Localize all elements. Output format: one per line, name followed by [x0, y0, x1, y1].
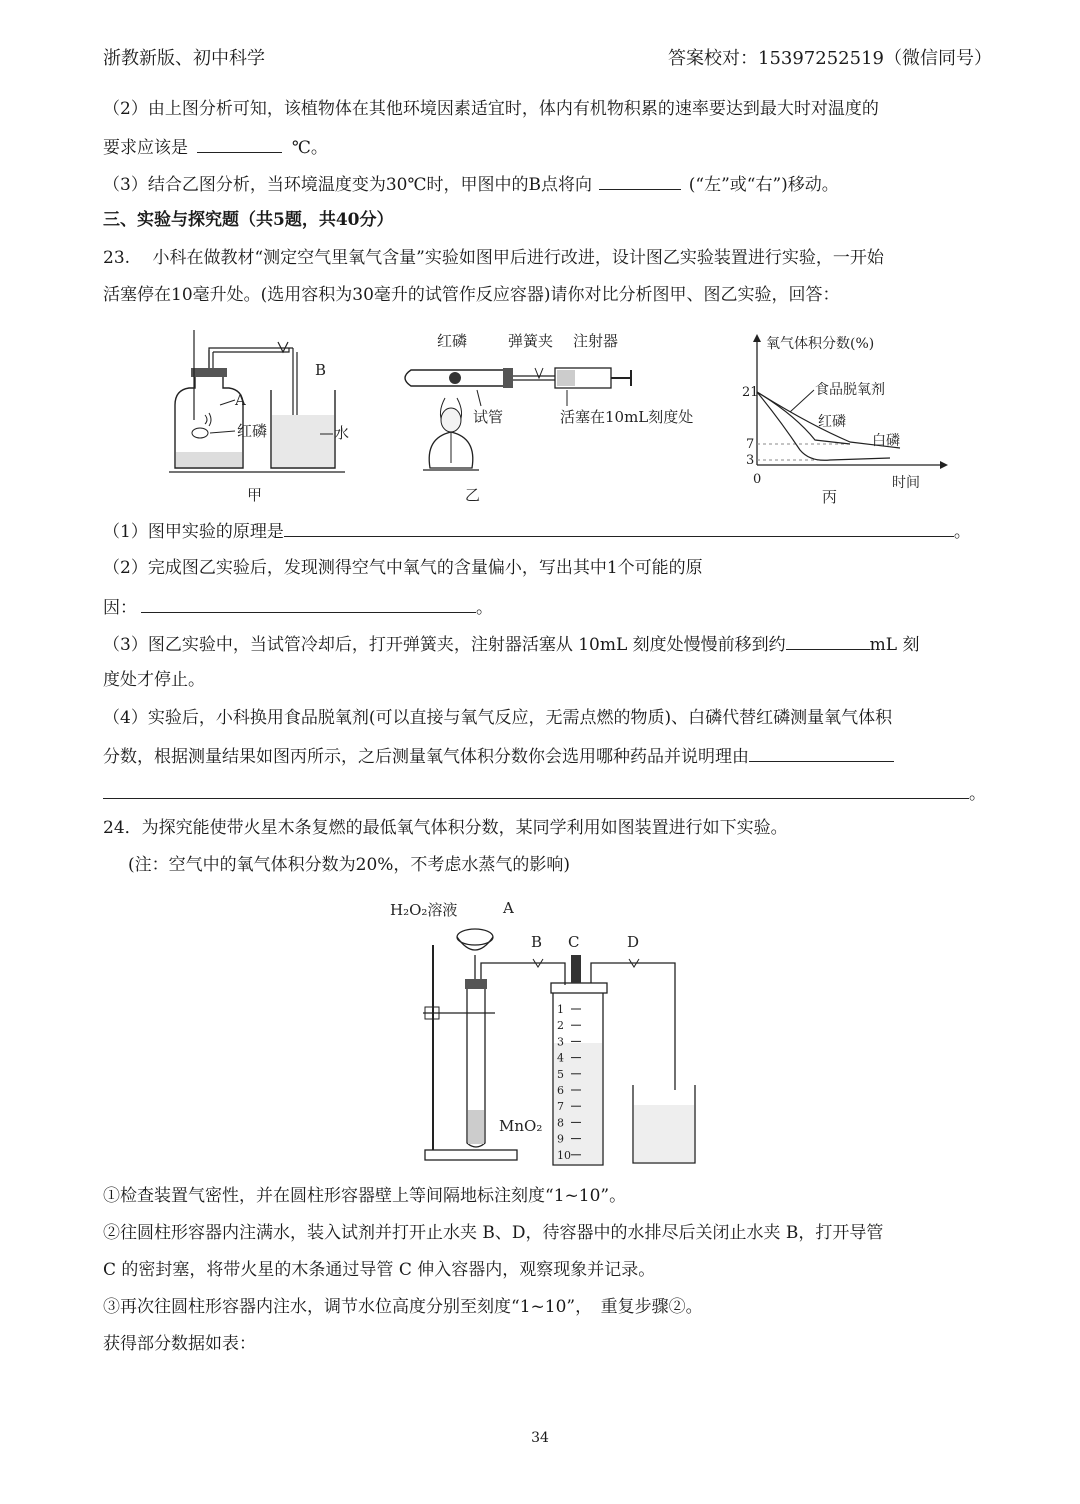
figure-q24-apparatus	[385, 895, 705, 1170]
fig-jia-label-water: 水	[333, 424, 349, 442]
q22-part3-text: （3）结合乙图分析，当环境温度变为30℃时，甲图中的B点将向	[103, 175, 592, 195]
header-right: 答案校对：15397252519（微信同号）	[668, 48, 992, 69]
q23-answer-blank-4a[interactable]	[749, 743, 894, 762]
fig-jia-label-p: 红磷	[237, 422, 268, 440]
fig-jia-caption: 甲	[247, 486, 263, 504]
fig-bing-s3: 白磷	[872, 433, 900, 449]
q22-answer-blank-temp[interactable]	[197, 134, 282, 153]
q24-table-intro: 获得部分数据如表：	[103, 1334, 256, 1354]
fig-yi-label-tube: 试管	[473, 408, 504, 426]
q23-sub3-line2: 度处才停止。	[103, 670, 205, 690]
scale-mark-10: 10	[557, 1148, 571, 1162]
scale-mark-3: 3	[557, 1035, 564, 1049]
scale-mark-7: 7	[557, 1100, 564, 1114]
scale-mark-1: 1	[557, 1003, 564, 1016]
q23-sub2-end: 。	[476, 598, 493, 618]
fig-q24-h2o2: H₂O₂溶液	[390, 901, 458, 919]
q23-intro-line2: 活塞停在10毫升处。(选用容积为30毫升的试管作反应容器)请你对比分析图甲、图乙实验，回答：	[103, 285, 840, 305]
fig-bing-ylabel: 氧气体积分数(%)	[766, 336, 875, 352]
scale-mark-5: 5	[557, 1067, 564, 1081]
scale-mark-4: 4	[557, 1051, 564, 1065]
fig-yi-label-p: 红磷	[437, 332, 468, 350]
scale-mark-6: 6	[557, 1084, 564, 1097]
fig-bing-y7: 7	[746, 437, 755, 452]
q23-sub4-line2	[103, 743, 894, 769]
q23-sub1	[103, 518, 971, 544]
q23-answer-blank-4b[interactable]	[103, 780, 969, 799]
fig-bing-s1: 食品脱氧剂	[815, 382, 885, 398]
q23-sub2-text: 因：	[103, 598, 137, 618]
fig-yi-label-clip: 弹簧夹	[508, 332, 554, 350]
header-left: 浙教新版、初中科学	[103, 48, 265, 69]
q23-sub2-line1: （2）完成图乙实验后，发现测得空气中氧气的含量偏小，写出其中1个可能的原	[103, 558, 703, 578]
q22-part2-unit: ℃。	[291, 138, 328, 158]
fig-q24-mno2: MnO₂	[499, 1117, 543, 1135]
q23-sub4-end: 。	[969, 784, 986, 804]
q24-step2-line2: C 的密封塞，将带火星的木条通过导管 C 伸入容器内，观察现象并记录。	[103, 1260, 656, 1280]
fig-yi-label-piston: 活塞在10mL刻度处	[560, 408, 694, 426]
q24-note: (注：空气中的氧气体积分数为20%，不考虑水蒸气的影响)	[128, 855, 571, 875]
q23-sub2-line2	[103, 594, 493, 620]
figure-bing	[740, 330, 950, 510]
q23-sub4-text: 分数，根据测量结果如图丙所示，之后测量氧气体积分数你会选用哪种药品并说明理由	[103, 747, 749, 767]
q22-part2-text: 要求应该是	[103, 138, 188, 158]
fig-yi-caption: 乙	[465, 486, 481, 504]
scale-mark-2: 2	[557, 1019, 564, 1033]
q23-sub3-unit: mL 刻	[869, 635, 920, 655]
fig-bing-y3: 3	[746, 453, 755, 468]
fig-bing-xlabel: 时间	[892, 475, 920, 491]
q23-sub1-end: 。	[953, 522, 971, 542]
page-number: 34	[531, 1430, 549, 1446]
q22-part3-line	[103, 171, 839, 197]
q24-step3: ③再次往圆柱形容器内注水，调节水位高度分别至刻度“1~10”， 重复步骤②。	[103, 1297, 703, 1317]
scale-mark-9: 9	[557, 1132, 564, 1146]
q23-sub1-text: （1）图甲实验的原理是	[103, 522, 284, 542]
fig-jia-label-a: A	[235, 391, 246, 409]
fig-q24-d: D	[627, 933, 640, 951]
q23-answer-blank-1[interactable]	[284, 518, 954, 537]
fig-q24-b: B	[531, 933, 543, 951]
figure-yi	[395, 328, 715, 508]
q24-step2-line1: ②往圆柱形容器内注满水，装入试剂并打开止水夹 B、D，待容器中的水排尽后关闭止水夹 B，打开导管	[103, 1223, 884, 1243]
fig-bing-caption: 丙	[822, 488, 838, 506]
q23-answer-blank-2[interactable]	[141, 594, 476, 613]
q24-step1: ①检查装置气密性，并在圆柱形容器壁上等间隔地标注刻度“1~10”。	[103, 1186, 627, 1206]
figure-jia	[165, 320, 350, 510]
section3-title: 三、实验与探究题（共5题，共40分）	[103, 210, 394, 230]
q24-intro: 24．为探究能使带火星木条复燃的最低氧气体积分数，某同学利用如图装置进行如下实验。	[103, 818, 788, 838]
scale-mark-8: 8	[557, 1116, 564, 1130]
q22-part2-line1: （2）由上图分析可知，该植物体在其他环境因素适宜时，体内有机物积累的速率要达到最大时对温度的	[103, 99, 879, 119]
q23-intro-line1: 23. 小科在做教材“测定空气里氧气含量”实验如图甲后进行改进，设计图乙实验装置进行实验，一开始	[103, 248, 884, 268]
fig-bing-s2: 红磷	[818, 414, 846, 430]
fig-bing-y21: 21	[742, 385, 759, 400]
q23-sub3-text: （3）图乙实验中，当试管冷却后，打开弹簧夹，注射器活塞从 10mL 刻度处慢慢前移到约	[103, 635, 786, 655]
fig-q24-a: A	[503, 899, 514, 917]
q22-part3-tail: (“左”或“右”)移动。	[688, 175, 839, 195]
fig-bing-origin: 0	[753, 472, 762, 487]
fig-jia-label-b: B	[315, 361, 327, 379]
q23-answer-blank-3[interactable]	[786, 631, 870, 650]
fig-yi-label-syringe: 注射器	[573, 332, 619, 350]
q23-sub3-line1	[103, 631, 920, 657]
q23-sub4-line1: （4）实验后，小科换用食品脱氧剂(可以直接与氧气反应，无需点燃的物质)、白磷代替红磷测量氧气体积	[103, 708, 893, 728]
q22-answer-blank-direction[interactable]	[599, 171, 681, 190]
q23-sub4-line3	[103, 780, 986, 806]
q22-part2-line2	[103, 134, 328, 160]
fig-q24-c: C	[568, 933, 580, 951]
